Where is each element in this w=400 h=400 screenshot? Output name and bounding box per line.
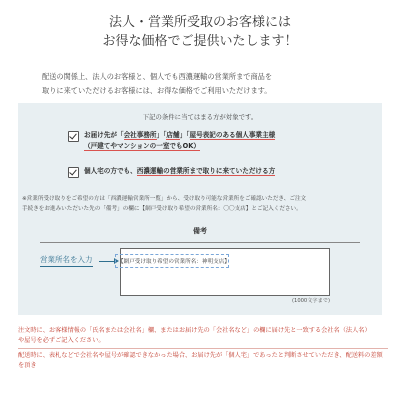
remarks-heading: 備考 xyxy=(193,227,207,235)
headline xyxy=(0,13,400,51)
pickup-note-line2: 手続きをお進みいただいた先の「備考」の欄に【網戸受け取り希望の営業所名：〇〇支店】とご記入ください。 xyxy=(22,206,302,212)
condition-highlight-sole-proprietor: 屋号表記のある個人事業主様 xyxy=(189,131,276,139)
footer-divider xyxy=(18,348,388,349)
remarks-divider xyxy=(40,242,360,243)
condition-text: 個人宅の方でも、 xyxy=(84,167,137,175)
pickup-note xyxy=(22,194,352,214)
checkbox-icon xyxy=(68,131,79,142)
footer-line1: 注文時に、お客様情報の「氏名または会社名」欄、またはお届け先の「会社名など」の欄に届け先と一致する会社名（法人名） xyxy=(18,327,371,334)
conditions-intro: 下記の条件に当てはまる方が対象です。 xyxy=(142,113,258,121)
condition-subtext: （戸建てやマンションの一室でもOK） xyxy=(84,142,200,150)
condition-text: お届け先が「 xyxy=(84,131,124,139)
intro-line1: 配送の関係上、法人のお客様と、個人でも西濃運輸の営業所まで商品を xyxy=(42,72,273,81)
condition-item-business xyxy=(68,130,275,152)
headline-line2: お得な価格でご提供いたします！ xyxy=(102,34,298,49)
intro-text xyxy=(42,70,372,98)
condition-highlight-pickup: 西濃運輸の営業所まで取りに来ていただける方 xyxy=(136,167,276,175)
footer-line3: 配送時に、表札などで会社名や屋号が確認できなかった場合、お届け先が「個人宅」であったと判断させていただき、配送料の差額を頂き xyxy=(18,352,383,369)
footer-notice xyxy=(18,326,388,371)
condition-text: 」「 xyxy=(156,131,167,139)
condition-item-pickup xyxy=(68,166,275,178)
remarks-label: 営業所名を入力 xyxy=(40,254,93,267)
condition-highlight-office: 会社事務所 xyxy=(123,131,157,139)
char-limit-text: (1000文字まで) xyxy=(292,298,330,304)
pickup-note-line1: ※営業所受け取りをご希望の方は「西濃運輸営業所一覧」から、受け取り可能な営業所をご確認いただき、ご注文 xyxy=(22,196,307,202)
remarks-sample-text: 【網戸受け取り希望の営業所名：神明支店】 xyxy=(118,259,230,265)
footer-line2: や屋号を必ずご記入ください。 xyxy=(18,337,105,344)
headline-line1: 法人・営業所受取のお客様には xyxy=(108,15,291,30)
condition-text: 」「 xyxy=(179,131,190,139)
condition-highlight-store: 店舗 xyxy=(166,131,180,139)
intro-line2: 取りに来ていただけるお客様には、お得な価格でご利用いただけます。 xyxy=(42,86,272,95)
checkbox-icon xyxy=(68,167,79,178)
